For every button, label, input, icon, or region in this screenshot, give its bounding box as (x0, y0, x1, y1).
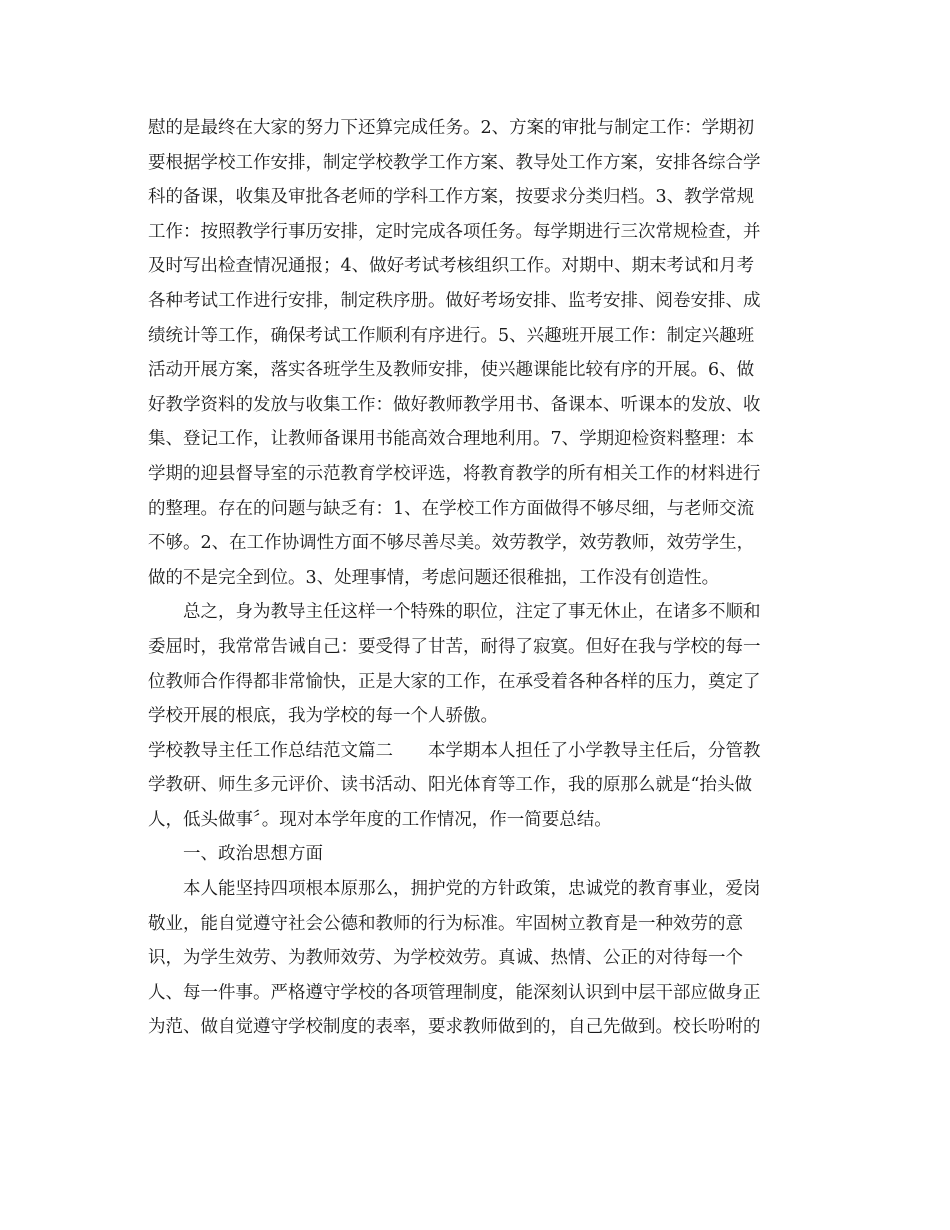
text-line: 做的不是完全到位。3、处理事情，考虑问题还很稚拙，工作没有创造性。 (148, 567, 720, 588)
text-line: 一、政治思想方面 (183, 844, 323, 865)
text-line: 学教研、师生多元评价、读书活动、阳光体育等工作，我的原那么就是“抬头做 (148, 775, 752, 796)
text-line: 委屈时，我常常告诫自己：要受得了甘苦，耐得了寂寞。但好在我与学校的每一 (148, 636, 761, 657)
document-body (148, 111, 808, 1045)
text-line: 各种考试工作进行安排，制定秩序册。做好考场安排、监考安排、阅卷安排、成 (148, 290, 761, 311)
text-line: 要根据学校工作安排，制定学校教学工作方案、教导处工作方案，安排各综合学 (148, 152, 761, 173)
text-line: 总之，身为教导主任这样一个特殊的职位，注定了事无休止，在诸多不顺和 (183, 602, 761, 623)
text-line: 学期的迎县督导室的示范教育学校评选，将教育教学的所有相关工作的材料进行 (148, 463, 761, 484)
text-line: 不够。2、在工作协调性方面不够尽善尽美。效劳教学，效劳教师，效劳学生， (148, 533, 755, 554)
text-line: 本人能坚持四项根本原那么，拥护党的方针政策，忠诚党的教育事业，爱岗 (183, 879, 761, 900)
text-line: 学校教导主任工作总结范文篇二 本学期本人担任了小学教导主任后，分管教 (148, 740, 761, 761)
text-line: 为范、做自觉遵守学校制度的表率，要求教师做到的，自己先做到。校长吩咐的 (148, 1017, 761, 1038)
text-line: 集、登记工作，让教师备课用书能高效合理地利用。7、学期迎检资料整理：本 (148, 429, 755, 450)
text-line: 人、每一件事。严格遵守学校的各项管理制度，能深刻认识到中层干部应做身正 (148, 982, 761, 1003)
text-line: 好教学资料的发放与收集工作：做好教师教学用书、备课本、听课本的发放、收 (148, 394, 761, 415)
text-line: 及时写出检查情况通报；4、做好考试考核组织工作。对期中、期末考试和月考 (148, 256, 755, 277)
text-line: 位教师合作得都非常愉快，正是大家的工作，在承受着各种各样的压力，奠定了 (148, 671, 761, 692)
text-line: 慰的是最终在大家的努力下还算完成任务。2、方案的审批与制定工作：学期初 (148, 118, 755, 138)
text-line: 敬业，能自觉遵守社会公德和教师的行为标准。牢固树立教育是一种效劳的意 (148, 913, 743, 934)
text-line: 工作：按照教学行事历安排，定时完成各项任务。每学期进行三次常规检查，并 (148, 221, 761, 242)
text-line: 学校开展的根底，我为学校的每一个人骄傲。 (148, 706, 498, 727)
text-line: 人，低头做事〞。现对本学年度的工作情况，作一简要总结。 (148, 809, 612, 830)
text-line: 科的备课，收集及审批各老师的学科工作方案，按要求分类归档。3、教学常规 (148, 187, 755, 208)
text-line: 绩统计等工作，确保考试工作顺利有序进行。5、兴趣班开展工作：制定兴趣班 (148, 325, 755, 346)
text-line: 识，为学生效劳、为教师效劳、为学校效劳。真诚、热情、公正的对待每一个 (148, 948, 743, 969)
text-line: 活动开展方案，落实各班学生及教师安排，使兴趣课能比较有序的开展。6、做 (148, 360, 755, 381)
text-line: 的整理。存在的问题与缺乏有：1、在学校工作方面做得不够尽细，与老师交流 (148, 498, 755, 519)
